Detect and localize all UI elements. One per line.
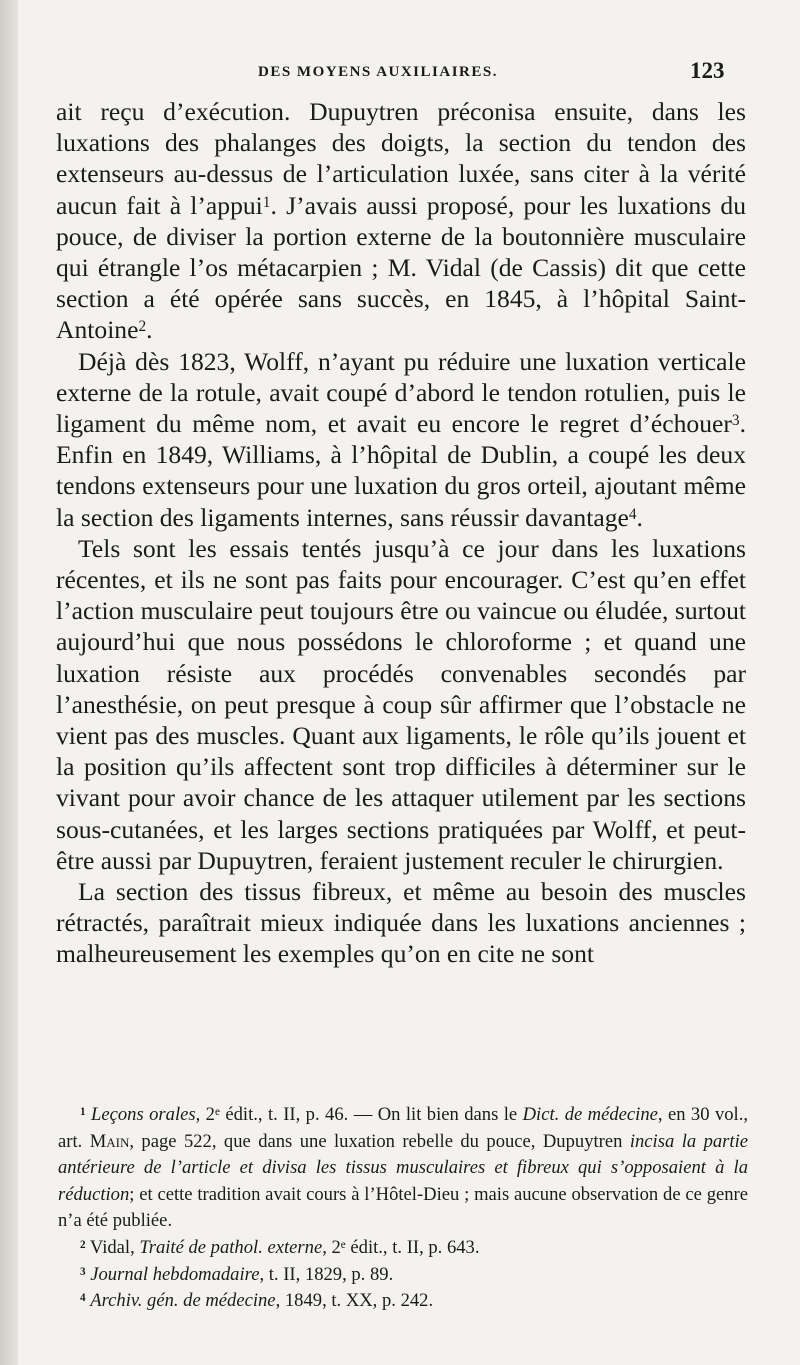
- footnote-2-text-d: édit., t. II, p. 643.: [345, 1236, 480, 1258]
- footnote-1-dict-title: Dict. de médecine: [522, 1104, 658, 1125]
- footnote-ref-3: 3: [731, 412, 740, 430]
- paragraph-3: Tels sont les essais tentés jusqu’à ce jour dans les luxations récentes, et ils ne sont pas faits pour encourager. C’est qu’en effet l’action musculaire peut toujours être ou vaincue ou éludée, surtout aujourd’hui que nous possédons le chloroforme ; et quand une luxation résiste aux procédés convenables secondés par l’anesthésie, on peut presque à coup sûr affirmer que l’obstacle ne vient pas des muscles. Quant aux ligaments, le rôle qu’ils jouent et la position qu’ils affectent sont trop difficiles à déterminer sur le vivant pour avoir chance de les attaquer utilement par les sections sous-cutanées, et les larges sections pratiquées par Wolff, et peut-être aussi par Dupuytren, feraient justement reculer le chirurgien.: [56, 533, 746, 875]
- footnote-1-title: Leçons orales: [91, 1104, 196, 1125]
- footnotes: [58, 1102, 748, 1315]
- footnote-1-quote: incisa la partie antérieure de l’article et divisa les tissus musculaires et fibreux qui s’opposaient à la réduction: [58, 1130, 748, 1205]
- page-header: [18, 58, 800, 88]
- footnote-2-title: Traité de pathol. externe: [139, 1236, 323, 1258]
- footnote-3-number: 3: [80, 1265, 86, 1278]
- footnote-3-title: Journal hebdomadaire: [90, 1263, 260, 1285]
- footnote-ref-2: 2: [138, 318, 147, 336]
- paragraph-1-text-a: ait reçu d’exécution. Dupuytren préconisa ensuite, dans les luxations des phalanges des doigts, la section du tendon des extenseurs au-dessus de l’articulation luxée, sans citer à la vérité aucun fait à l’appui: [56, 97, 746, 220]
- footnote-1-number: 1: [80, 1105, 86, 1118]
- footnote-1-text-b: , 2: [195, 1104, 215, 1125]
- footnote-3-text-b: , t. II, 1829, p. 89.: [259, 1263, 394, 1285]
- footnote-2-sup: e: [340, 1238, 346, 1251]
- paragraph-2-text-a: Déjà dès 1823, Wolff, n’ayant pu réduire une luxation verticale externe de la rotule, avait coupé d’abord le tendon rotulien, puis le ligament du même nom, et avait eu encore le regret d’échouer: [56, 346, 746, 439]
- paragraph-1: [56, 96, 746, 346]
- footnote-1-text-c: édit., t. II, p. 46. — On lit bien dans le: [219, 1104, 523, 1125]
- paragraph-1-text-c: .: [146, 315, 153, 345]
- footnote-2-number: 2: [80, 1238, 86, 1251]
- book-page: [18, 0, 800, 1365]
- footnote-2-author: Vidal,: [89, 1236, 140, 1258]
- book-gutter: [0, 0, 18, 1365]
- footnote-4: [58, 1288, 748, 1315]
- paragraph-2: [56, 346, 746, 533]
- footnote-1: [58, 1102, 748, 1235]
- footnote-1-text-e: , en 30 vol., art.: [58, 1104, 749, 1152]
- footnote-2: [58, 1235, 748, 1262]
- footnote-1-text-g: , page 522, que dans une luxation rebelle du pouce, Dupuytren: [129, 1130, 630, 1152]
- footnote-4-text-b: , 1849, t. XX, p. 242.: [275, 1290, 434, 1312]
- footnote-1-text-i: ; et cette tradition avait cours à l’Hôtel-Dieu ; mais aucune observation de ce genre n’a été publiée.: [58, 1183, 748, 1232]
- paragraph-4: La section des tissus fibreux, et même au besoin des muscles rétractés, paraîtrait mieux indiquée dans les luxations anciennes ; malheureusement les exemples qu’on en cite ne sont: [56, 877, 746, 969]
- page-number: 123: [690, 58, 725, 83]
- footnote-4-number: 4: [80, 1292, 86, 1305]
- paragraph-1-text-b: . J’avais aussi proposé, pour les luxations du pouce, de diviser la portion externe de la boutonnière musculaire qui étrangle l’os métacarpien ; M. Vidal (de Cassis) dit que cette section a été opérée sans succès, en 1845, à l’hôpital Saint-Antoine: [56, 190, 746, 345]
- footnote-2-text-c: , 2: [322, 1236, 341, 1258]
- footnote-1-sup: e: [214, 1105, 220, 1118]
- footnote-ref-4: 4: [628, 505, 637, 523]
- main-text: [56, 96, 746, 970]
- footnote-1-article-name: Main: [89, 1130, 130, 1152]
- paragraph-2-text-c: .: [636, 502, 643, 532]
- running-head: DES MOYENS AUXILIAIRES.: [258, 64, 498, 80]
- footnote-3: [58, 1262, 748, 1289]
- footnote-4-title: Archiv. gén. de médecine: [90, 1290, 276, 1312]
- footnote-ref-1: 1: [262, 193, 271, 211]
- paragraph-2-text-b: . Enfin en 1849, Williams, à l’hôpital de Dublin, a coupé les deux tendons extenseurs pour une luxation du gros orteil, ajoutant même la section des ligaments internes, sans réussir davantage: [56, 409, 746, 532]
